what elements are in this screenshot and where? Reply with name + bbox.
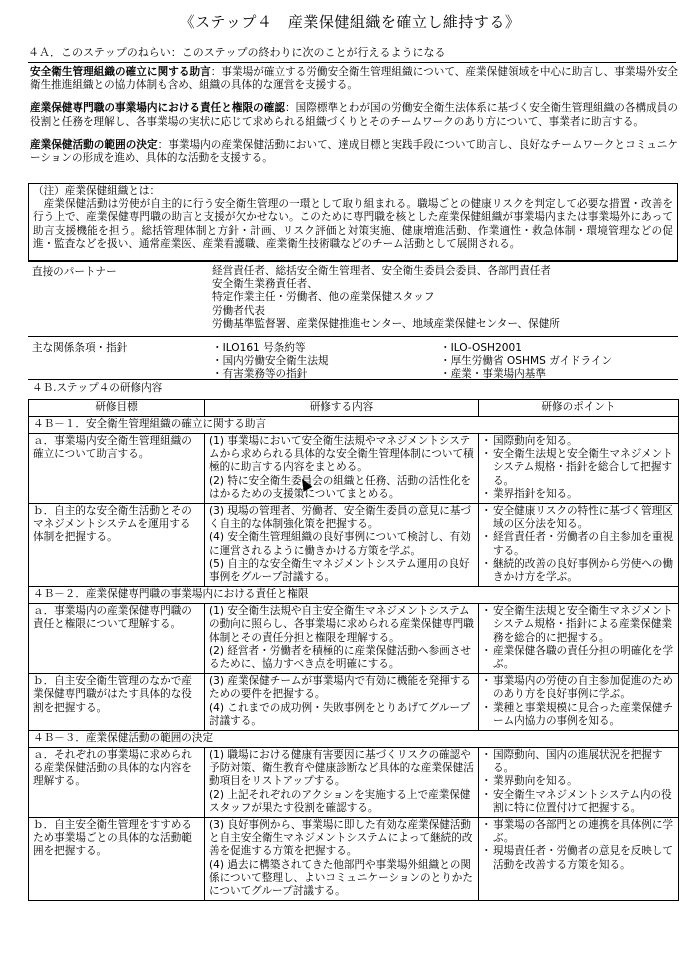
content-item: (4) 安全衛生管理組織の良好事例について検討し、有効に運営されるように働きかける方策を学ぶ。 [209,531,471,557]
aim-item [30,139,678,165]
content-item: (3) 産業保健チームが事業場内で有効に機能を発揮するための要件を把握する。 [209,675,472,701]
group-title: ４Ｂ－１．安全衛生管理組織の確立に関する助言 [29,417,679,434]
aims-list [30,66,678,175]
divider [28,261,678,262]
aim-body: ：事業場が確立する労働安全衛生管理組織について、産業保健領域を中心に助言し、事業場外安全衛生推進組織との協力体制も含め、組織の具体的な運営を支援する。 [30,66,678,92]
table-row [29,604,679,674]
point-item: ・ 安全衛生マネジメントシステム内の役割に特に位置付けて把握する。 [483,789,675,815]
note-box [28,183,678,261]
group-title: ４Ｂ－２．産業保健専門職の事業場内における責任と権限 [29,587,679,604]
points-cell [479,748,679,818]
content-cell [205,674,479,731]
law-item: ・産業・事業場内基準 [440,368,546,381]
goal-cell: ａ．事業場内安全衛生管理組織の確立について助言する。 [29,434,205,504]
content-item: (5) 自主的な安全衛生マネジメントシステム運用の良好事例をグループ討議する。 [209,557,470,584]
law-item: ・厚生労働省 OSHMS ガイドライン [440,355,613,368]
point-item: ・ 安全健康リスクの特性に基づく管理区域の区分法を知る。 [483,505,675,531]
partner-line: 特定作業主任・労働者、他の産業保健スタッフ [212,291,435,304]
partners-list [212,265,672,331]
point-item: ・ 継続的改善の良好事例から労使への働きかけ方を学ぶ。 [483,558,675,584]
law-item: ・有害業務等の指針 [212,368,308,381]
content-item: (2) 特に安全衛生委員会の組織と任務、活動の活性化をはかるための支援策についてまとめる。 [209,474,472,500]
point-item: ・ 業種と事業規模に見合った産業保健チーム内協力の事例を知る。 [483,702,675,728]
laws-col-2 [440,342,612,382]
partner-line: 経営責任者、総括安全衛生管理者、安全衛生委員会委員、各部門責任者 [212,265,551,277]
points-cell [479,434,679,504]
partner-line: 労働基準監督署、産業保健推進センター、地域産業保健センター、保健所 [212,317,560,330]
aim-item [30,102,678,128]
group-title-row [29,587,679,604]
training-table [28,399,679,901]
partner-line: 労働者代表 [212,304,265,317]
goal-cell: ｂ．自主安全衛生管理をすすめるため事業場ごとの具体的な活動範囲を把握する。 [29,818,205,901]
note-body: 産業保健活動は労使が自主的に行う安全衛生管理の一環として取り組まれる。職場ごとの健康リスクを判定して必要な措置・改善を行う上で、産業保健専門職の助言と支援が欠かせない。このために専門職を核とした産業保健組織が事業場内または事業場外にあって助言支援機能を担う。総括管理体制と方針・計画、リスク評価と対策実施、健康増進活動、作業適性・救急体制・環境管理などの促進・監査などを扱い、通常産業医、産業看護職、産業衛生技術職などのチーム活動として展開される。 [33,198,673,250]
aim-head: 産業保健専門職の事業場内における責任と権限の確認 [30,102,285,115]
table-row [29,504,679,587]
section-a-divider [28,62,676,63]
goal-cell: ｂ．自主安全衛生管理のなかで産業保健専門職がはたす具体的な役割を把握する。 [29,674,205,731]
section-b-heading: ４Ｂ.ステップ４の研修内容 [32,382,163,394]
table-row [29,674,679,731]
note-heading: （注）産業保健組織とは： [33,185,161,197]
divider [28,336,678,337]
partners-label: 直接のパートナー [32,266,117,278]
point-item: ・ 安全衛生法規と安全衛生マネジメントシステム規格・指針による産業保健業務を総合的に把握する。 [483,605,675,645]
table-row [29,818,679,901]
goal-cell: ａ．それぞれの事業場に求められる産業保健活動の具体的な内容を理解する。 [29,748,205,818]
content-item: (1) 職場における健康有害要因に基づくリスクの確認や予防対策、衛生教育や健康診断など具体的な産業保健活動項目をリストアップする。 [209,749,474,788]
aim-body: ：事業場内の産業保健活動において、達成目標と実践手段について助言し、良好なチームワークとコミュニケーションの形成を進め、具体的な活動を支援する。 [30,138,678,165]
group-title: ４Ｂ－３．産業保健活動の範囲の決定 [29,731,679,748]
point-item: ・ 国際動向を知る。 [483,435,675,448]
table-row [29,434,679,504]
content-cell [205,434,479,504]
goal-cell: ａ．事業場内の産業保健専門職の責任と権限について理解する。 [29,604,205,674]
content-cell [205,748,479,818]
point-item: ・ 事業場の各部門との連携を具体例に学ぶ。 [483,819,675,845]
aim-head: 安全衛生管理組織の確立に関する助言 [30,66,211,78]
table-header-row [29,400,679,417]
point-item: ・ 事業場内の労使の自主参加促進のためのあり方を良好事例に学ぶ。 [483,675,675,701]
content-item: (1) 安全衛生法規や自主安全衛生マネジメントシステムの動向に照らし、各事業場に求められる産業保健専門職体制とその責任分担と権限を理解する。 [209,605,474,644]
content-cell [205,818,479,901]
partner-line: 安全衛生業務責任者、 [212,278,318,291]
column-header: 研修する内容 [205,400,479,417]
group-title-row [29,417,679,434]
goal-cell: ｂ．自主的な安全衛生活動とそのマネジメントシステムを運用する体制を把握する。 [29,504,205,587]
group-title-row [29,731,679,748]
points-cell [479,674,679,731]
law-item: ・ILO161 号条約等 [212,342,306,354]
section-a-heading: ４Ａ．このステップのねらい：このステップの終わりに次のことが行えるようになる [28,46,446,59]
point-item: ・ 国際動向、国内の進展状況を把握する。 [483,749,675,775]
content-item: (1) 事業場において安全衛生法規やマネジメントシステムから求められる具体的な安全衛生管理体制について積極的に助言する内容をまとめる。 [209,435,474,474]
table-row [29,748,679,818]
point-item: ・ 経営責任者・労働者の自主参加を重視する。 [483,531,675,557]
point-item: ・ 業界指針を知る。 [483,488,675,501]
divider [28,379,678,380]
point-item: ・ 業界動向を知る。 [483,775,675,788]
page-title: 《ステップ４ 産業保健組織を確立し維持する》 [179,13,521,31]
content-item: (4) 過去に構築されてきた他部門や事業場外組織との関係について整理し、よいコミュニケーションのとりかたについてグループ討議する。 [209,858,473,898]
points-cell [479,504,679,587]
content-cell [205,504,479,587]
content-item: (2) 経営者・労働者を積極的に産業保健活動へ参画させるために、協力すべき点を明確にする。 [209,644,472,671]
aim-body: ：国際標準とわが国の労働安全衛生法体系に基づく安全衛生管理組織の各構成員の役割と任務を理解し、各事業場の実状に応じて求められる組織づくりとそのチームワークのあり方について、事業者に助言する。 [30,102,679,128]
law-item: ・ILO-OSH2001 [440,342,522,354]
column-header: 研修目標 [29,400,205,417]
point-item: ・ 現場責任者・労働者の意見を反映して活動を改善する方策を知る。 [483,845,675,871]
laws-col-1 [212,342,329,382]
content-item: (4) これまでの成功例・失敗事例をとりあげてグループ討議する。 [209,701,471,727]
points-cell [479,818,679,901]
aim-item [30,66,678,92]
law-item: ・国内労働安全衛生法規 [212,355,329,368]
column-header: 研修のポイント [479,400,679,417]
content-cell [205,604,479,674]
laws-label: 主な関係条項・指針 [32,342,128,354]
point-item: ・ 安全衛生法規と安全衛生マネジメントシステム規格・指針を総合して把握する。 [483,448,675,488]
aim-head: 産業保健活動の範囲の決定 [30,138,158,151]
points-cell [479,604,679,674]
content-item: (2) 上記それぞれのアクションを実施する上で産業保健スタッフが果たす役割を確認する。 [209,788,471,814]
content-item: (3) 現場の管理者、労働者、安全衛生委員の意見に基づく自主的な体制強化策を把握する。 [209,505,472,531]
content-item: (3) 良好事例から、事業場に即した有効な産業保健活動と自主安全衛生マネジメントシステムによって継続的改善を促進する方策を把握する。 [209,819,473,858]
point-item: ・ 産業保健各職の責任分担の明確化を学ぶ。 [483,645,675,671]
